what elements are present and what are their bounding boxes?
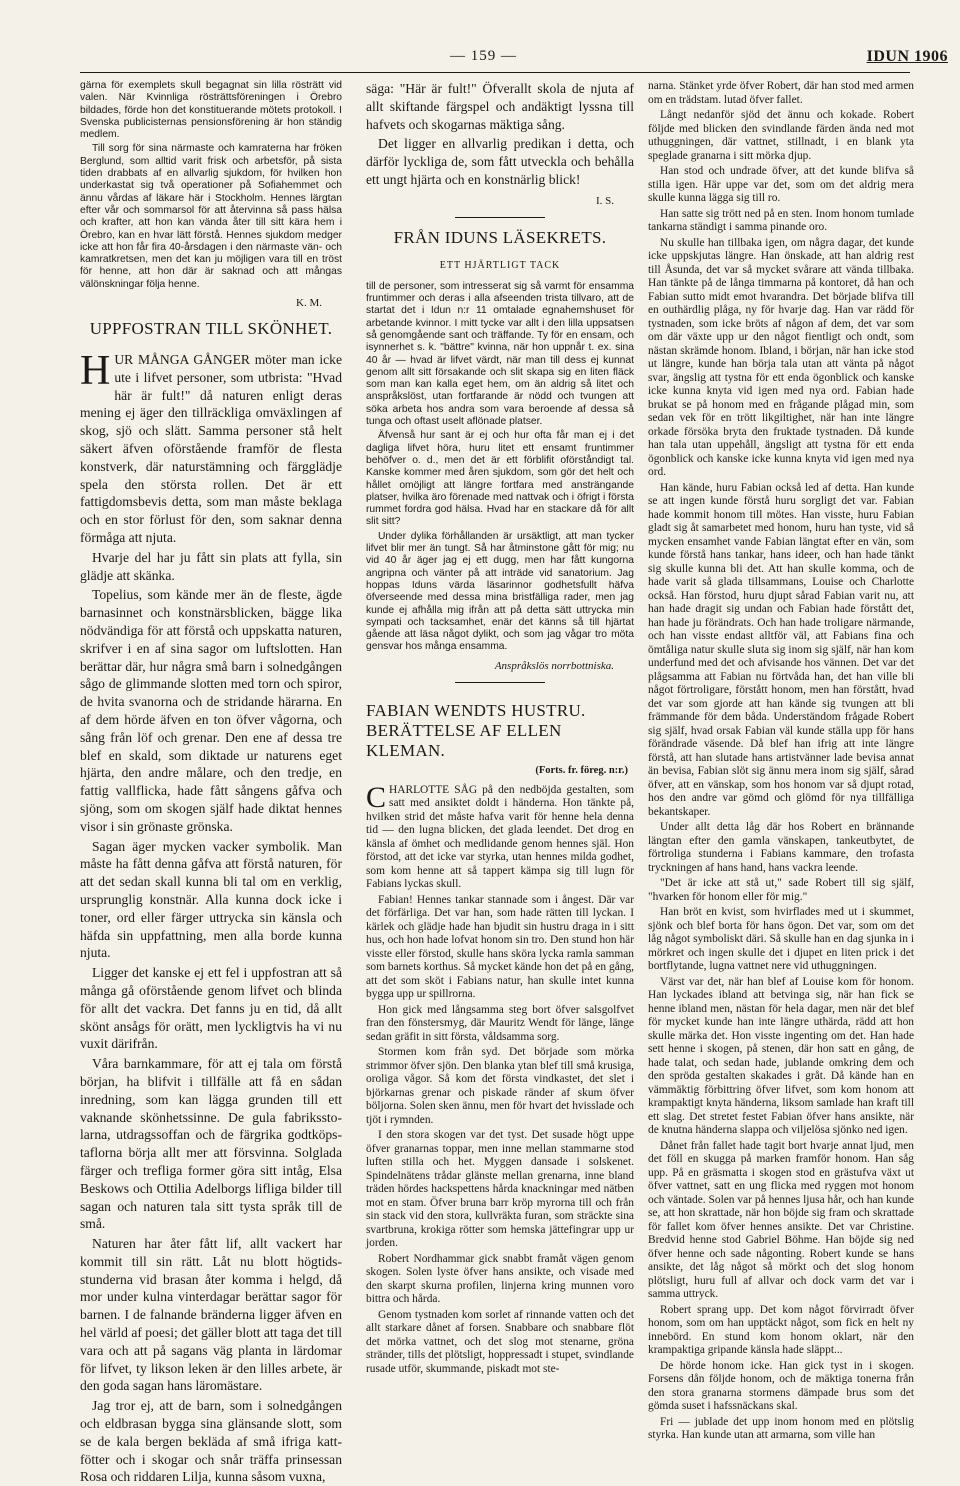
signature: Anspråkslös norrbottniska. — [494, 659, 614, 672]
paragraph: Han satte sig trött ned på en sten. Inom honom tumlade tankarna ständigt i samma pinande oro. — [648, 207, 914, 233]
paragraph: Han stod och undrade öfver, att det kunde blifva så stilla igen. Här uppe var det, som om det aldrig mera skulle kunna lägga sig till ro. — [648, 165, 914, 204]
paragraph: Till sorg för sina närmaste och kamraterna har fröken Berglund, som alltid varit frisk och arbetsför, på sista tiden drabbats af en allvarlig sjukdom, för hvilken hon underkastat sig två operationer på Sofiahemmet och ännu vårdas af läkare här i Stockholm. Hennes lärgtan efter vår och sommarsol för att återvinna så pass hälsa och krafter, att hon kan vända åter till sitt kära hem i Örebro, kan en hvar lätt förstå. Hennes sjukdom medger icke att hon får fira 40-årsdagen i den närmaste vän- och kamratkretsen, men det kan ju möjligen vara till en tröst för henne, att hon där är saknad och att mångas välönskningar följa henne. — [80, 143, 342, 290]
paragraph: Naturen har åter fått lif, allt vackert har kommit till sin rätt. Låt nu blott högtidsstunderna vid brasan åter komma i helgd, då mor under kulna vinterdagar berättar sagor för barnen. I de falnande bränderna ligger äfven en hel värld af poesi; det gäller blott att taga det till vara och att på sagans väg planta in lärdomar för lifvet, ty likson leken är den lilles arbete, är den goda sagan hans läromästare. — [80, 1236, 342, 1394]
paragraph: Hvarje del har ju fått sin plats att fylla, sin glädje att skänka. — [80, 549, 342, 583]
section-title: FRÅN IDUNS LÄSEKRETS. — [393, 227, 607, 247]
signature: K. M. — [296, 297, 322, 310]
story-title: FABIAN WENDTS HUSTRU. BERÄTTELSE AF ELLEN KLEMAN. — [366, 700, 586, 760]
paragraph: I den stora skogen var det tyst. Det susade högt uppe öfver granarnas toppar, men inne mellan stammarne stod luften stilla och het. Myggen dansade i solskenet. Spindelnätens trådar glänste mellan grenarna, inne bland träden hördes hackspettens hårda knackningar med nätben mot en stam. Öfver bruna barr kröp myrorna till och från sin stack vid den stora, kullvräkta furan, som sträckte sina svartbruna, krokiga rötter som hemska jättefingrar upp ur jorden. — [366, 1129, 634, 1250]
paragraph: Han bröt en kvist, som hvirflades med ut i skummet, sjönk och blef borta för hans ögon. Det var, som om det låg något symboliskt däri. Så skulle han en dag sjunka in i mörkret och ingen skulle det i djupet en liten prick i det bortflytande, lugna vattnet nere vid uthuggningen. — [648, 906, 914, 972]
paragraph: Äfvenså hur sant är ej och hur ofta får man ej i det dagliga lifvet höra, huru litet ett ensamt fruntimmer behöfver o. d., men det är ett förblifit oförståndigt tal. Kanske kommer med åren sjukdom, som gör det helt och hållet omöjligt att längre fortfara med ansträngande platser, hvilka äro förenade med nattvak och i öfrigt i första rummet fordra god hälsa. Hvad har en stackare då för allt slit sitt? — [366, 430, 634, 528]
header-rule — [80, 72, 910, 73]
paragraph: Nu skulle han tillbaka igen, om några dagar, det kunde icke uppskjutas längre. Han önskade, att han aldrig rest till Åsunda, det var så mycket svårare att vända tillbaka. Han tänkte på de långa timmarna på kontoret, då han och Fabian sutto midt emot hvarandra. Det började blifva till en outhärdlig plåga, ny för hvarje dag. Han var rädd för tystnaden, som icke bröts af någon af dem, det var som om där växte upp ur den något fientligt och ondt, som nästan skrämde honom. Ibland, i början, när han icke stod ut längre, kunde han börja tala utan att vänta på något svar, ängslig att tystna för ett enda ögonblick och kanske icke kunna knyta vid igen med nya ord. Fabian hade brukat se på honom med en frågande plågad min, som sedan vek för en trött likgiltighet, när han inte längre orkade försöka bryta den fruktade tystnaden. Då kunde han tala utan uppehåll, ängsligt att tystna för ett enda ögonblick och kanske icke kunna knyta vid igen med nya ord. — [648, 236, 914, 478]
paragraph: Jag tror ej, att de barn, som i solnedgången och eldbrasan bygga sina glänsande slott, som se de kala bergen bekläda af små ifriga kattfötter och i skogar och snår träffa prinsessan Rosa och riddaren Lilja, kunna såsom vuxna, — [80, 1398, 342, 1485]
paragraph — [80, 348, 342, 547]
paragraph: "Det är icke att stå ut," sade Robert till sig själf, "hvarken för honom eller för mig." — [648, 877, 914, 903]
divider — [455, 217, 545, 218]
paragraph: Värst var det, när han blef af Louise kom för honom. Han lyckades ibland att betvinga sig, när han fick se henne ibland men, nästan för hela dagar, men när det blef för mycket kunde han inte längre uthärda, rädd att hon skulle märka det. Hon visste ingenting om det. Han hade sett henne i skogen, på stenen, där hon satt en gång, de hade talat, och sedan hade, jublande omkring dem och den spröda gestalten skakades i gråt. Då kände han en vämmäktig förbittring öfver lifvet, som kom honom att krampaktigt knyta händerna, liksom samlade han kraft till ett slag. Det stretet festet Fabian öfver hans ansikte, när de knutna händerna slappa och viljelösa sjönko ned igen. — [648, 975, 914, 1136]
article-title: UPPFOSTRAN TILL SKÖNHET. — [89, 319, 333, 339]
paragraph: till de personer, som intresserat sig så varmt för ensamma fruntimmer och deras i alla afseenden trista tillvaro, att de startat det i Idun n:r 11 omtalade egnahemshuset för arbetande kvinnor. I mitt tycke var allt i den lilla uppsatsen så genomgående sant och träffande. Ty för en ensam, och isynnerhet s. k. "bättre" kvinna, när hon uppnår t. ex. sina 40 år — hvad är lifvet värdt, när man till dess ej kunnat genom allt sitt försakande och slit skapa sig en liten fläck som man kan kalla eget hem, om än aldrig så litet och anspråkslöst, utan fortfarande är nödd och tvungen att söka arbeta hos andra som vara beroende af dessa så tunga och oftast uselt aflönade platser. — [366, 280, 634, 428]
paragraph: De hörde honom icke. Han gick tyst in i skogen. Forsens dån följde honom, och de mäktiga tonerna från den stora granarna stormens dämpade brus som det gömda suset i hafssnäckans skal. — [648, 1359, 914, 1412]
paragraph: Robert sprang upp. Det kom något förvirradt öfver honom, som om han upptäckt något, som fick en helt ny innebörd. En stund kom honom oklart, när den krampaktiga gripande känsla hade släppt... — [648, 1303, 914, 1356]
drop-cap: H — [80, 348, 111, 395]
paragraph: Genom tystnaden kom sorlet af rinnande vatten och det allt starkare dånet af forsen. Snabbare och snabbare flöt det mörka vattnet, och det slog mot stenarne, gröna stränder, tills det plötsligt, hoppressadt i stupet, svindlande rusade utför, skummande, piskadt mot ste- — [366, 1308, 634, 1375]
paragraph: Robert Nordhammar gick snabbt framåt vägen genom skogen. Solen lyste öfver hans ansikte, och visade med den skarpt skurna profilen, linjerna kring munnen voro bittra och hårda. — [366, 1252, 634, 1306]
paragraph: Fri — jublade det upp inom honom med en plötslig styrka. Han kunde utan att armarna, som ville han — [648, 1415, 914, 1441]
magazine-title: IDUN 1906 — [866, 48, 948, 65]
paragraph: Hon gick med långsamma steg bort öfver salsgolfvet fran den fönstersmyg, där Mauritz Wendt för länge, länge sedan gräfit in sitt första, våldsamma sorg. — [366, 1003, 634, 1043]
paragraph: Topelius, som kände mer än de fleste, ägde barnasinnet och konstnärsblicken, bägge lika nödvändiga för att förstå och uppskatta naturen, skrifver i en af sina sagor om luftslotten. Han berättar där, hur några små barn i solnedgången sågo de glimmande slotten med torn och spiror, de hvita svanorna och de stridande härarna. En af dem hörde äfven en ton öfver vågorna, och sång från löf och grenar. Den ene af dessa tre blef en skald, som diktade ur naturens eget hjärta, den andre målare, och den tredje, en fattig vallflicka, hade fått sångens gåfva och sjöng, som om skogen själf hade diktat hennes visor i sin grönaste grönska. — [80, 587, 342, 834]
column-2 — [366, 80, 634, 1375]
paragraph: Sagan äger mycken vacker symbolik. Man måste ha fått denna gåfva att förstå naturen, för att det sedan skall kunna bli tal om en verklig, ursprunglig konstnär. Alla kunna dock icke i toner, ord eller färger uttrycka sin känsla och häfda sin uppfattning, men alla borde kunna njuta. — [80, 838, 342, 961]
paragraph: Ligger det kanske ej ett fel i uppfostran att så många gå oförstående genom lifvet och blinda för allt det vackra. Det fanns ju en tid, då allt skönt ansågs för orätt, men lyckligtvis ha vi nu vuxit därifrån. — [80, 965, 342, 1052]
paragraph: Våra barnkammare, för att ej tala om förstå början, ha blifvit i tillfälle att få en sådan inredning, som kan lägga grunden till ett vaknande skönhetssinne. De gula fabriksstolarna, utdragssoffan och de färgrika godtköpstaflorna börja allt mer att försvinna. Solglada färger och trefliga former göra sitt intåg, Elsa Beskows och Ottilia Adelborgs lifliga bilder till sagan och naturen tala sitt tysta språk till de små. — [80, 1056, 342, 1232]
paragraph: Under allt detta låg där hos Robert en brännande längtan efter den gamla vänskapen, tankeutbytet, de förtroliga stunderna i Fabians kammare, den trofasta tryckningen af hans hand, hans vackra leende. — [648, 821, 914, 874]
paragraph: säga: "Här är fult!" Öfverallt skola de njuta af allt skiftande färgspel och andäktigt lyssna till hafvets och skogarnas mäktiga sång. — [366, 81, 634, 132]
divider — [455, 682, 545, 683]
paragraph: narna. Stänket yrde öfver Robert, där han stod med armen om en trädstam. lutad öfver fallet. — [648, 80, 914, 106]
paragraph: Under dylika förhållanden är ursäktligt, att man tycker lifvet blir mer än tungt. Så har åtminstone gått för mig; nu vid 40 år äger jag ej ett dugg, men har fått kungorna angripna och vänter på att inträde vid sanatorium. Jag hoppas Iduns värda läsarinnor godhetsfullt häfva öfverseende med dessa mina bristfälliga rader, men jag kunde ej afhålla mig ifrån att på detta sätt uttrycka min sympati och tacksamhet, enär det känns så till hjärtat gående att läsa något dylikt, och som jag vågar tro möta gensvar hos många ensamma. — [366, 530, 634, 653]
paragraph-text: HARLOTTE SÅG på den nedböjda gestalten, som satt med ansiktet doldt i händerna. Hon tänkte på, hvilken strid det måste hafva varit för henne hela denna tid — den lugna blicken, det glada leendet. Det drog en känsla af ömhet och medlidande genom hennes själ. Hon förstod, att det icke var styrka, utan hennes milda godhet, som kom henne att så tappert kämpa sig till lugn för Fabians lyckas skull. — [366, 783, 634, 891]
paragraph — [366, 780, 634, 892]
page-number: — 159 — — [450, 48, 517, 64]
continued-note: (Forts. fr. föreg. n:r.) — [535, 764, 628, 776]
section-subtitle: ETT HJÄRTLIGT TACK — [439, 259, 561, 271]
column-1 — [80, 80, 342, 1485]
paragraph: gärna för exemplets skull begagnat sin lilla rösträtt vid valen. När Kvinnliga rösträttsföreningen i Örebro bildades, förde hon det konstituerande mötets protokoll. I Svenska publicisternas pensionsförening är hon ständig medlem. — [80, 80, 342, 141]
paragraph: Det ligger en allvarlig predikan i detta, och därför lyckliga de, som fått utveckla och behålla ett ungt hjärta och en konstnärlig blick! — [366, 136, 634, 187]
paragraph: Han kände, huru Fabian också led af detta. Han kunde se att ingen kunde förstå huru sorgligt det var. Fabian hade kommit honom till mötes. Han visste, huru Fabian gladt sig åt samarbetet med honom, huru han tyste, vid så mycken ensamhet vande Fabian längtat efter en vän, som kunde förstå hans tankar, hans ideer, och han hade tänkt sig skulle kunna bli det. Att han skulle komma, och de hade varit så glada tillsammans, Louise och Charlotte också. Han förstod, huru djupt sårad Fabian varit nu, att han hade dragit sig undan och Fabian hade förstått det, han hade ju förändrats. Och han hade troligare närmande, och han visste endast alltför väl, att Fabians fina och ömtåliga natur skulle sluta sig inom sig själf, när han kom underfund med det och afvisande hos vännen. Det var det plågsamma att Fabian nu förtvåda han, det han ville bli något förtroligare, förstått honom, men han förstått, hvad det var som gjorde att han kände sig tvungen att bli främmande för dem båda. Underständom frågade Robert sig själf, hvad orsak Fabian väl kunde ställa upp för hans förändrade väsende. Då blef han ifrig att inte längre förstå, att han slutade hans artistvänner lade bevisa annat än bevisa, Fabian slöt sig ännu mera inom sig själf, sårad öfver, att en vänskap, som hos honom var så djupt rotad, hos den andre var gömd och glömd för nya tillfälliga bekantskaper. — [648, 481, 914, 818]
signature: I. S. — [595, 194, 614, 207]
paragraph: Dånet från fallet hade tagit bort hvarje annat ljud, men det föll en skugga på marken framför honom. Han såg upp. På en gräsmatta i skogen stod en grästufva växt ut öfver vattnet, satt en ung flicka med ryggen mot honom och väntade. Solen var på hennes ljusa hår, och han kunde se, att hon skrattade, när hon böjde sig fram och skrattade för fallet kom öfver hennes ansikte. Det var Christine. Bredvid henne stod Gabriel Böhme. Han böjde sig ned öfver henne och sade någonting. Robert kunde se hans ansikte, det låg något så mörkt och det slog honom plötsligt, huru full af allvar och dock varm det var i samma uttryck. — [648, 1139, 914, 1300]
paragraph: Långt nedanför sjöd det ännu och kokade. Robert följde med blicken den svindlande färden ända ned mot uthuggningen, där vattnet, stillnadt, i en blank yta speglade granarna i sitt mörka djup. — [648, 109, 914, 162]
column-3 — [648, 80, 914, 1441]
paragraph: Stormen kom från syd. Det började som mörka strimmor öfver sjön. Den blanka ytan blef till små krusiga, oroliga vågor. Så kom det första vindkastet, det slet i björkarnas grenar och piskade ränder af skum öfver böljorna. Solen sken ännu, men för hvart det hvisslade och tjöt i rymnden. — [366, 1046, 634, 1126]
paragraph: Fabian! Hennes tankar stannade som i ångest. Där var det förfärliga. Det var han, som hade rätten till lyckan. I kärlek och glädje hade han bjudit sin hustru draga in i sitt hus, och hon hade lofvat honom sin tro. Den stund hon här visste eller förstod, skulle hans sköra lycka ramla samman som barnets korthus. Så mycket kände hon det på en gång, att det som sköt i Fabians natur, han skulle intet kunna bygga upp ur spillrorna. — [366, 893, 634, 1001]
drop-cap: C — [366, 780, 387, 814]
paragraph-text: UR MÅNGA GÅNGER möter man icke ute i lifvet personer, som utbrista: "Hvad här är fult!" då naturen enligt deras mening ej äger den tillräckliga omväxlingen af skog, sjö och slätt. Samma personer stå helt säkert äfven oförstående framför de flesta konstverk, där naturstämning och färgglädje spela den största rollen. Det är ett fattigdomsbevis detta, som man måste beklaga och en stor förlust för den, som saknar denna förmåga att njuta. — [80, 352, 342, 546]
page-header — [0, 44, 960, 70]
